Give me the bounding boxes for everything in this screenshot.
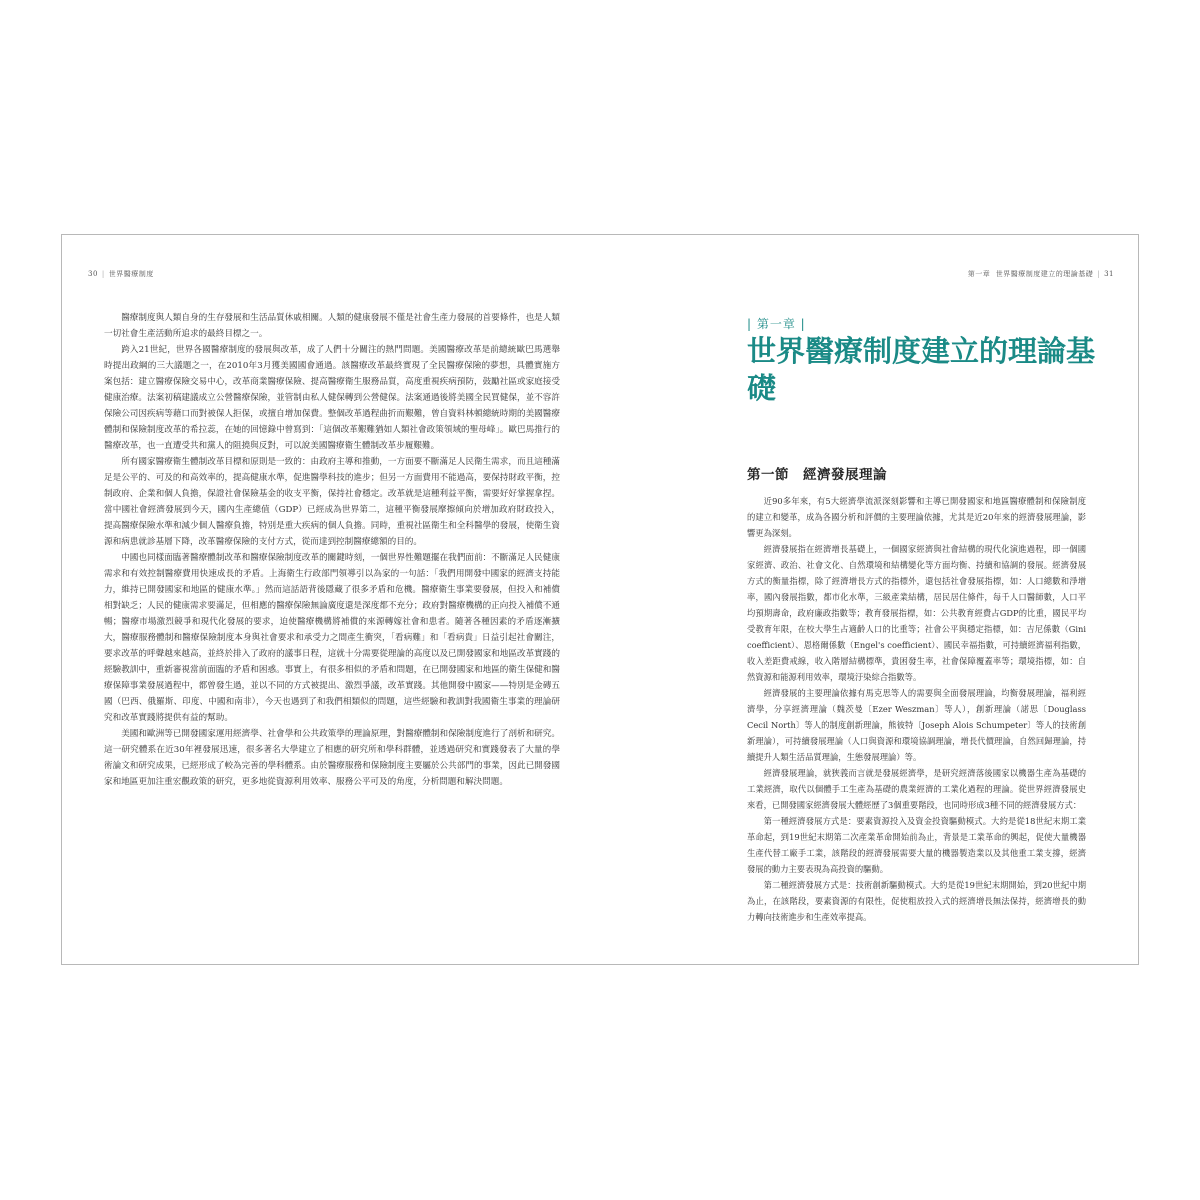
chapter-label: | 第一章 | bbox=[747, 317, 806, 331]
right-chapter-short-title: 世界醫療制度建立的理論基礎 bbox=[995, 270, 1094, 278]
left-running-head bbox=[88, 269, 154, 279]
left-page-number: 30 bbox=[88, 270, 98, 278]
left-paragraph-5: 美國和歐洲等已開發國家運用經濟學、社會學和公共政策學的理論原理，對醫療體制和保險制度進行了剖析和研究。這一研究體系在近30年裡發展迅速，很多著名大學建立了相應的研究所和學科群體，並透過研究和實踐發表了大量的學術論文和研究成果，已經形成了較為完善的學科體系。由於醫療服務和保險制度主要屬於公共部門的事業，因此已開發國家和地區更加注重宏觀政策的研究，更多地從資源利用效率、服務公平可及的角度，分析問題和解決問題。 bbox=[104, 729, 560, 787]
right-chapter: 第一章 bbox=[967, 270, 991, 278]
right-paragraph-2: 經濟發展指在經濟增長基礎上，一個國家經濟與社會結構的現代化演進過程，即一個國家經濟、政治、社會文化、自然環境和結構變化等方面均衡、持續和協調的發展。經濟發展方式的衡量指標，除了經濟增長方式的指標外，還包括社會發展指標，如：人口總數和淨增率，國內發展指數，都市化水準，三級產業結構，居民居住條件，每千人口醫師數，人口平均預期壽命，政府廉政指數等；教育發展指標，如：公共教育經費占GDP的比重，國民平均受教育年限，在校大學生占適齡人口的比重等；社會公平與穩定指標，如：吉尼係數（Gini coefficient）、恩格爾係數（Engel's coefficient）、國民幸福指數，可持續經濟福利指數，收入差距費戒線，收入階層結構標準，貴困發生率，社會保障覆蓋率等；環境指標，如：自然資源和能源利用效率，環境汙染綜合指數等。 bbox=[747, 544, 1086, 682]
right-paragraph-1: 近90多年來，有5大經濟學流派深刻影響和主導已開發國家和地區醫療體制和保險制度的建立和變革，成為各國分析和評價的主要理論依據，尤其是近20年來的經濟發展理論，影響更為深刻。 bbox=[747, 496, 1086, 538]
book-spread bbox=[61, 234, 1139, 965]
right-body-text bbox=[747, 493, 1086, 925]
left-paragraph-2: 跨入21世紀，世界各國醫療制度的發展與改革，成了人們十分關注的熱門問題。美國醫療改革是前總統歐巴馬選舉時提出政綱的三大議題之一，在2010年3月獲美國國會通過。該醫療改革最終實現了全民醫療保險的夢想，具體實施方案包括：建立醫療保險交易中心，改革商業醫療保險、提高醫療衛生服務品質，高度重視疾病預防，鼓勵社區或家庭接受健康治療。法案初稿建議成立公營醫療保險，並管制由私人健保轉到公營健保。法案通過後將美國全民買健保，並不容許保險公司因疾病等藉口而對被保人拒保，或擅自增加保費。整個改革過程曲折而艱難，曾自資料林頓總統時期的美國醫療體制和保險制度改革的希拉蕊，在她的回憶錄中曾寫到：「這個改革艱難猶如人類社會政策領域的聖母峰」。歐巴馬推行的醫療改革，也一直遭受共和黨人的阻撓與反對，可以說美國醫療衛生體制改革步履艱難。 bbox=[104, 345, 560, 451]
left-paragraph-1: 醫療制度與人類自身的生存發展和生活品質休戚相關。人類的健康發展不僅是社會生產力發展的首要條件，也是人類一切社會生產活動所追求的最終目標之一。 bbox=[104, 313, 560, 339]
left-paragraph-3: 所有國家醫療衛生體制改革目標和原則是一致的：由政府主導和推動，一方面要不斷滿足人民衛生需求，而且這種滿足是公平的、可及的和高效率的，提高健康水準，促進醫學科技的進步；但另一方面費用不能過高，要保持財政平衡，控制政府、企業和個人負擔，保證社會保險基金的收支平衡，保持社會穩定。改革就是這種利益平衡，需要好好掌握拿捏。當中國社會經濟發展到今天，國內生產總值（GDP）已經成為世界第二，這種平衡發展摩擦傾向於增加政府財政投入，提高醫療保險水準和減少個人醫療負擔，特別是重大疾病的個人負擔。同時，重視社區衛生和全科醫學的發展，使衛生資源和病患就診基層下降，改革醫療保險的支付方式，從而達到控制醫療總額的目的。 bbox=[104, 457, 560, 547]
chapter-title: 世界醫療制度建立的理論基礎 bbox=[747, 334, 1096, 405]
right-paragraph-3: 經濟發展的主要理論依據有馬克思等人的需要與全面發展理論，均衡發展理論，福利經濟學，分享經濟理論（魏茨曼〔Ezer Weszman〕等人），創新理論（諾思〔Douglass Cecil North〕等人的制度創新理論，熊彼特〔Joseph Alois Schumpeter〕等人的技術創新理論），可持續發展理論（人口與資源和環境協調理論，增長代價理論，自然回歸理論，持續提升人類生活品質理論，生態發展理論）等。 bbox=[747, 688, 1086, 762]
right-paragraph-5: 第一種經濟發展方式是：要素資源投入及資金投資驅動模式。大約是從18世紀末期工業革命起，到19世紀末期第二次產業革命開始前為止，背景是工業革命的興起，促使大量機器生產代替工廠手工業，該階段的經濟發展需要大量的機器製造業以及其他重工業支撐，經濟發展的動力主要表現為高投資的驅動。 bbox=[747, 816, 1086, 874]
section-title: 第一節 經濟發展理論 bbox=[747, 467, 887, 483]
running-head-divider: | bbox=[1097, 270, 1101, 278]
right-page bbox=[601, 235, 1140, 964]
left-page bbox=[62, 235, 601, 964]
left-paragraph-4: 中國也同樣面臨著醫療體制改革和醫療保險制度改革的關鍵時刻，一個世界性難題擺在我們面前：不斷滿足人民健康需求和有效控制醫療費用快速成長的矛盾。上海衛生行政部門領導引以為家的一句話：「我們用開發中國家的經濟支持能力，維持已開發國家和地區的健康水準。」然而這話語背後隱藏了很多矛盾和危機。醫療衛生事業要發展，但投入和補償相對缺乏；人民的健康需求要滿足，但相應的醫療保險無論廣度還是深度都不充分；政府對醫療機構的正向投入補償不通暢；醫療市場激烈競爭和現代化發展的要求，迫使醫療機構將補償的來源轉嫁社會和患者。隨著各種因素的矛盾逐漸擴大，醫療服務體制和醫療保險制度本身與社會要求和承受力之間產生衝突，「看病難」和「看病貴」日益引起社會關注，要求改革的呼聲越來越高，並終於排入了政府的議事日程，這就十分需要從理論的高度以及已開發國家和地區改革實踐的經驗教訓中，重新審視當前面臨的矛盾和困惑。事實上，有很多相似的矛盾和問題，在已開發國家和地區的衛生保健和醫療保障事業發展過程中，都曾發生過，並以不同的方式被提出、激烈爭議，改革實踐。其他開發中國家——特別是金磚五國（巴西、俄羅斯、印度、中國和南非），今天也遇到了和我們相類似的問題，這些經驗和教訓對我國衛生事業的理論研究和改革實踐將提供有益的幫助。 bbox=[104, 553, 560, 723]
right-running-head bbox=[968, 269, 1114, 279]
running-head-divider: | bbox=[101, 270, 105, 278]
left-body-text bbox=[104, 310, 560, 790]
right-paragraph-4: 經濟發展理論，就狹義而言就是發展經濟學，是研究經濟落後國家以機器生產為基礎的工業經濟，取代以個體手工生產為基礎的農業經濟的工業化過程的理論。從世界經濟發展史來看，已開發國家經濟發展大體經歷了3個重要階段，也同時形成3種不同的經濟發展方式： bbox=[747, 768, 1086, 810]
right-paragraph-6: 第二種經濟發展方式是：技術創新驅動模式。大約是從19世紀末期開始，到20世紀中期為止，在該階段，要素資源的有限性，促使粗放投入式的經濟增長無法保持，經濟增長的動力轉向技術進步和生產效率提高。 bbox=[747, 880, 1086, 922]
right-page-number: 31 bbox=[1104, 270, 1114, 278]
left-book-title: 世界醫療制度 bbox=[108, 270, 154, 278]
